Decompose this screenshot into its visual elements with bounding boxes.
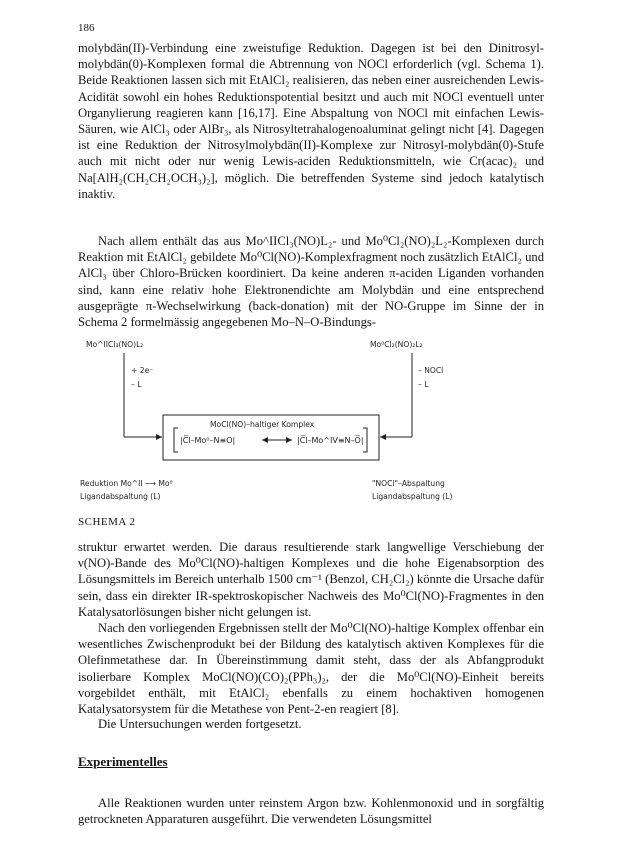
- resonance-arrowhead-left: [262, 437, 268, 443]
- compound-top-left: Mo^IICl₃(NO)L₂: [86, 340, 144, 349]
- compound-top-right: Mo⁰Cl₂(NO)₂L₂: [370, 340, 423, 349]
- paragraph-4: Nach den vorliegenden Ergebnissen stellt der Mo⁰Cl(NO)-haltige Komplex offenbar ein wesentliches Zwischenprodukt bei der Bildung des katalytisch aktiven Komplexes für die Olefinmetathese dar. In Übereinstimmung damit steht, dass der als Abfangprodukt isolierbare Komplex MoCl(NO)(CO)₂(PPh₃)₂, der die Mo⁰Cl(NO)-Einheit bereits vorgebildet enthält, mit EtAlCl₂ ebenfalls zu einem hochaktiven homogenen Katalysatorsystem für die Metathese von Pent-2-en reagiert [8].: [78, 621, 544, 717]
- left-step-ligand: – L: [131, 380, 142, 389]
- bracket-left: [174, 428, 178, 452]
- paragraph-5: Die Untersuchungen werden fortgesetzt.: [98, 717, 302, 731]
- legend-right-1: "NOCl"–Abspaltung: [372, 479, 445, 488]
- section-heading: Experimentelles: [78, 754, 168, 769]
- scheme-caption: SCHEMA 2: [78, 516, 136, 528]
- left-step-electrons: + 2e⁻: [131, 366, 154, 375]
- box-title: MoCl(NO)–haltiger Komplex: [210, 420, 315, 429]
- arrowhead-right: [380, 434, 386, 440]
- paragraph-3: struktur erwartet werden. Die daraus resultierende stark langwellige Verschiebung der ν(NO)-Bande des Mo⁰Cl(NO)-haltigen Komplexes und die hohe Eigenabsorption des Lösungsmittels im Bereich unterhalb 1500 cm⁻¹ (Benzol, CH₂Cl₂) könnte die Ursache dafür sein, dass ein direkter IR-spektroskopischer Nachweis des Mo⁰Cl(NO)-Fragmentes in den Katalysatorlösungen bisher nicht gelungen ist.: [78, 540, 544, 619]
- paragraph-2: Nach allem enthält das aus Mo^IICl₃(NO)L₂- und Mo⁰Cl₂(NO)₂L₂-Komplexen durch Reaktion mit EtAlCl₂ gebildete Mo⁰Cl(NO)-Komplexfragment noch zusätzlich EtAlCl₂ und AlCl₃ über Chloro-Brücken koordiniert. Da keine anderen π-aciden Liganden vorhanden sind, kann eine relativ hohe Elektronendichte am Molybdän und eine entsprechend ausgeprägte π-Wechselwirkung (back-donation) mit der NO-Gruppe im Sinne der in Schema 2 formelmässig angegebenen Mo–N–O-Bindungs-: [78, 234, 544, 330]
- arrowhead-left: [156, 434, 162, 440]
- right-step-nocl: – NOCl: [418, 366, 444, 375]
- legend-left-1: Reduktion Mo^II ⟶ Mo⁰: [80, 479, 173, 488]
- legend-right-2: Ligandabspaltung (L): [372, 492, 453, 501]
- legend-left-2: Ligandabspaltung (L): [80, 492, 161, 501]
- right-step-ligand: – L: [418, 380, 429, 389]
- resonance-arrowhead-right: [286, 437, 292, 443]
- paragraph-1: molybdän(II)-Verbindung eine zweistufige Reduktion. Dagegen ist bei den Dinitrosyl-molybdän(0)-Komplexen formal die Abtrennung von NOCl erforderlich (vgl. Schema 1). Beide Reaktionen lassen sich mit EtAlCl₂ realisieren, das neben einer ausreichenden Lewis-Acidität sowohl ein hohes Reduktionspotential besitzt und auch mit NOCl eventuell unter Organylierung reagieren kann [16,17]. Eine Abspaltung von NOCl mit einfachen Lewis-Säuren, wie AlCl₃ oder AlBr₃, als Nitrosyltetrahalogenoaluminat gelingt nicht [4]. Dagegen ist eine Reduktion der Nitrosylmolybdän(II)-Komplexe zur Nitrosyl-molybdän(0)-Stufe auch mit nicht oder nur wenig Lewis-aciden Reduktionsmitteln, wie Cr(acac)₂ und Na[AlH₂(CH₂CH₂OCH₃)₂], möglich. Die betreffenden Systeme sind jedoch katalytisch inaktiv.: [78, 41, 544, 201]
- page-number: 186: [78, 22, 95, 34]
- formula-left: |C̅l–Mo⁰–N≡O|: [180, 436, 236, 445]
- paragraph-6: Alle Reaktionen wurden unter reinstem Argon bzw. Kohlenmonoxid und in sorgfältig getrockneten Apparaturen ausgeführt. Die verwendeten Lösungsmittel: [78, 796, 544, 827]
- formula-right: |C̅l–Mo^IV≡N–O̅|: [297, 436, 364, 445]
